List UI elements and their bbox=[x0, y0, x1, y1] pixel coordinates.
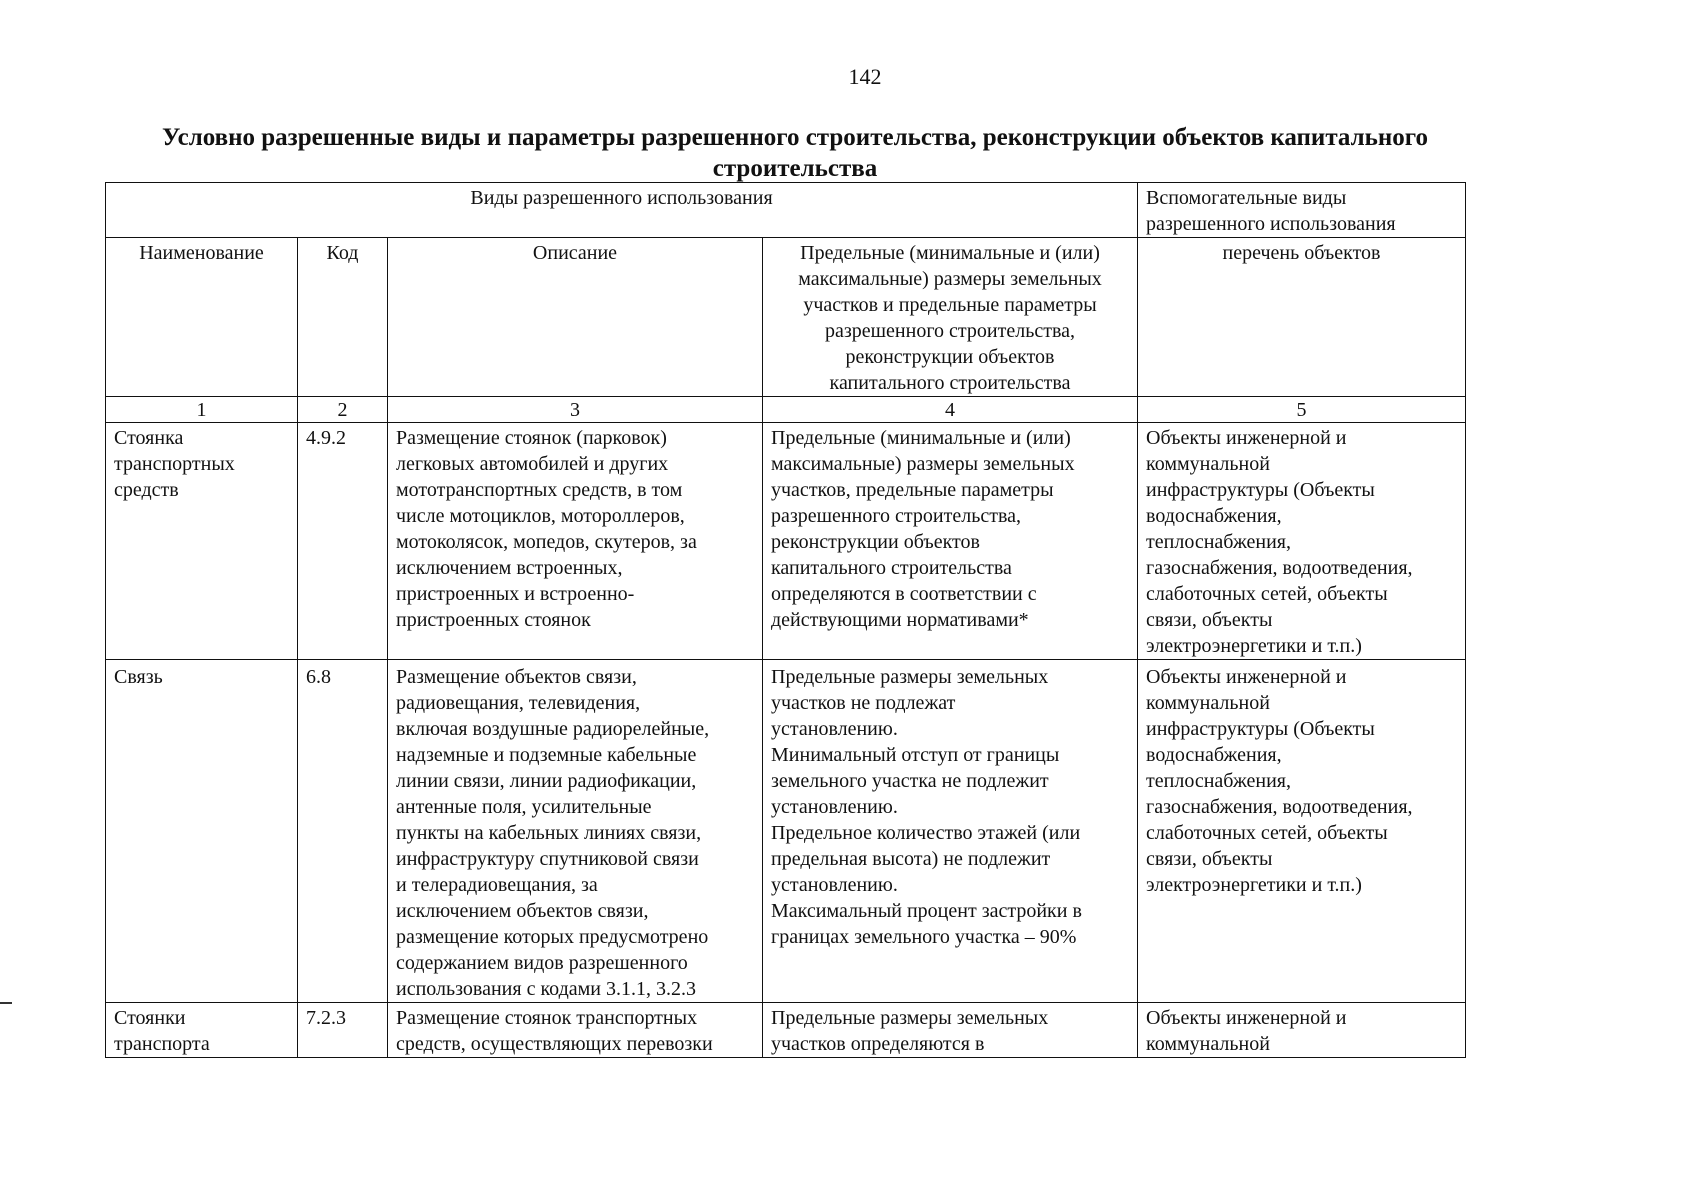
use-limits-cell-line: установлению. bbox=[771, 796, 898, 818]
auxiliary-objects-cell-line: коммунальной bbox=[1146, 692, 1270, 714]
use-name-cell-line: транспортных bbox=[114, 453, 235, 475]
use-limits-cell-line: действующими нормативами* bbox=[771, 609, 1029, 631]
use-limits-cell-line: участков, предельные параметры bbox=[771, 479, 1054, 501]
auxiliary-uses-header-line: разрешенного использования bbox=[1146, 213, 1396, 235]
auxiliary-objects-cell-line: электроэнергетики и т.п.) bbox=[1146, 874, 1362, 896]
column-number: 5 bbox=[1138, 397, 1466, 423]
use-code-cell: 6.8 bbox=[298, 660, 388, 1003]
permitted-uses-table bbox=[105, 182, 1466, 1058]
auxiliary-objects-cell-line: коммунальной bbox=[1146, 453, 1270, 475]
use-description-cell-line: пристроенных и встроенно- bbox=[396, 583, 635, 605]
use-name-cell bbox=[106, 423, 298, 660]
use-description-cell-line: пристроенных стоянок bbox=[396, 609, 591, 631]
use-limits-cell-line: Максимальный процент застройки в bbox=[771, 900, 1082, 922]
column-header-limits-line: участков и предельные параметры bbox=[803, 294, 1097, 316]
use-limits-cell-line: разрешенного строительства, bbox=[771, 505, 1021, 527]
use-description-cell-line: Размещение стоянок транспортных bbox=[396, 1007, 698, 1029]
auxiliary-objects-cell-line: связи, объекты bbox=[1146, 848, 1273, 870]
column-header-name: Наименование bbox=[106, 238, 298, 397]
column-number: 3 bbox=[388, 397, 763, 423]
table-row bbox=[106, 1003, 1466, 1058]
use-description-cell-line: линии связи, линии радиофикации, bbox=[396, 770, 697, 792]
use-description-cell-line: мотоколясок, мопедов, скутеров, за bbox=[396, 531, 697, 553]
use-name-cell bbox=[106, 660, 298, 1003]
auxiliary-uses-header bbox=[1138, 183, 1466, 238]
auxiliary-objects-cell-line: газоснабжения, водоотведения, bbox=[1146, 796, 1413, 818]
main-uses-header: Виды разрешенного использования bbox=[106, 183, 1138, 238]
column-header-limits-line: Предельные (минимальные и (или) bbox=[800, 242, 1100, 264]
use-limits-cell-line: земельного участка не подлежит bbox=[771, 770, 1049, 792]
column-number: 1 bbox=[106, 397, 298, 423]
page-number: 142 bbox=[848, 64, 882, 89]
auxiliary-objects-cell-line: Объекты инженерной и bbox=[1146, 666, 1347, 688]
use-description-cell-line: средств, осуществляющих перевозки bbox=[396, 1033, 713, 1055]
auxiliary-objects-cell-line: водоснабжения, bbox=[1146, 744, 1282, 766]
column-header-limits-line: реконструкции объектов bbox=[845, 346, 1055, 368]
use-name-cell-line: транспорта bbox=[114, 1033, 210, 1055]
use-description-cell-line: радиовещания, телевидения, bbox=[396, 692, 641, 714]
auxiliary-objects-cell-line: коммунальной bbox=[1146, 1033, 1270, 1055]
use-code-cell: 4.9.2 bbox=[298, 423, 388, 660]
auxiliary-objects-cell-line: слаботочных сетей, объекты bbox=[1146, 583, 1388, 605]
use-description-cell-line: исключением объектов связи, bbox=[396, 900, 649, 922]
table-row bbox=[106, 423, 1466, 660]
use-description-cell-line: числе мотоциклов, мотороллеров, bbox=[396, 505, 685, 527]
auxiliary-objects-cell-line: теплоснабжения, bbox=[1146, 531, 1291, 553]
auxiliary-objects-cell-line: инфраструктуры (Объекты bbox=[1146, 479, 1375, 501]
auxiliary-objects-cell-line: газоснабжения, водоотведения, bbox=[1146, 557, 1413, 579]
auxiliary-objects-cell-line: электроэнергетики и т.п.) bbox=[1146, 635, 1362, 657]
use-description-cell-line: использования с кодами 3.1.1, 3.2.3 bbox=[396, 978, 696, 1000]
auxiliary-objects-cell-line: Объекты инженерной и bbox=[1146, 427, 1347, 449]
use-description-cell-line: инфраструктуру спутниковой связи bbox=[396, 848, 699, 870]
use-limits-cell-line: участков не подлежат bbox=[771, 692, 956, 714]
use-name-cell-line: Стоянка bbox=[114, 427, 184, 449]
column-header-description: Описание bbox=[388, 238, 763, 397]
use-description-cell-line: и телерадиовещания, за bbox=[396, 874, 598, 896]
auxiliary-objects-cell-line: водоснабжения, bbox=[1146, 505, 1282, 527]
use-description-cell-line: антенные поля, усилительные bbox=[396, 796, 652, 818]
auxiliary-objects-cell-line: инфраструктуры (Объекты bbox=[1146, 718, 1375, 740]
column-header-code: Код bbox=[298, 238, 388, 397]
use-description-cell-line: Размещение объектов связи, bbox=[396, 666, 637, 688]
column-number: 2 bbox=[298, 397, 388, 423]
use-description-cell bbox=[388, 660, 763, 1003]
use-description-cell-line: содержанием видов разрешенного bbox=[396, 952, 688, 974]
use-limits-cell-line: Предельные (минимальные и (или) bbox=[771, 427, 1071, 449]
use-limits-cell-line: Предельное количество этажей (или bbox=[771, 822, 1081, 844]
use-description-cell-line: размещение которых предусмотрено bbox=[396, 926, 709, 948]
use-limits-cell-line: Предельные размеры земельных bbox=[771, 1007, 1049, 1029]
auxiliary-objects-cell-line: теплоснабжения, bbox=[1146, 770, 1291, 792]
use-limits-cell-line: границах земельного участка – 90% bbox=[771, 926, 1077, 948]
use-limits-cell bbox=[763, 423, 1138, 660]
column-header-objects: перечень объектов bbox=[1138, 238, 1466, 397]
use-limits-cell-line: максимальные) размеры земельных bbox=[771, 453, 1075, 475]
document-title-line-1: Условно разрешенные виды и параметры разрешенного строительства, реконструкции объектов капитального bbox=[161, 124, 1429, 151]
use-limits-cell-line: капитального строительства bbox=[771, 557, 1012, 579]
use-limits-cell-line: Минимальный отступ от границы bbox=[771, 744, 1060, 766]
use-name-cell-line: средств bbox=[114, 479, 179, 501]
use-limits-cell-line: установлению. bbox=[771, 874, 898, 896]
use-description-cell-line: мототранспортных средств, в том bbox=[396, 479, 683, 501]
column-header-limits bbox=[763, 238, 1138, 397]
use-limits-cell-line: участков определяются в bbox=[771, 1033, 985, 1055]
use-description-cell-line: надземные и подземные кабельные bbox=[396, 744, 697, 766]
use-description-cell-line: легковых автомобилей и других bbox=[396, 453, 669, 475]
use-description-cell bbox=[388, 423, 763, 660]
document-title-line-2: строительства bbox=[712, 155, 878, 182]
auxiliary-objects-cell-line: Объекты инженерной и bbox=[1146, 1007, 1347, 1029]
use-description-cell-line: Размещение стоянок (парковок) bbox=[396, 427, 667, 449]
use-limits-cell bbox=[763, 1003, 1138, 1058]
column-header-limits-line: разрешенного строительства, bbox=[825, 320, 1075, 342]
auxiliary-objects-cell-line: слаботочных сетей, объекты bbox=[1146, 822, 1388, 844]
use-description-cell-line: исключением встроенных, bbox=[396, 557, 623, 579]
column-number: 4 bbox=[763, 397, 1138, 423]
table-row bbox=[106, 660, 1466, 1003]
column-header-limits-line: максимальные) размеры земельных bbox=[798, 268, 1102, 290]
use-name-cell-line: Стоянки bbox=[114, 1007, 186, 1029]
margin-mark bbox=[0, 1002, 12, 1004]
document-title bbox=[130, 122, 1460, 184]
auxiliary-objects-cell bbox=[1138, 660, 1466, 1003]
column-header-row bbox=[106, 238, 1466, 397]
column-header-limits-line: капитального строительства bbox=[829, 372, 1071, 394]
use-description-cell bbox=[388, 1003, 763, 1058]
use-limits-cell-line: Предельные размеры земельных bbox=[771, 666, 1049, 688]
column-number-row bbox=[106, 397, 1466, 423]
use-description-cell-line: включая воздушные радиорелейные, bbox=[396, 718, 710, 740]
auxiliary-objects-cell-line: связи, объекты bbox=[1146, 609, 1273, 631]
use-description-cell-line: пункты на кабельных линиях связи, bbox=[396, 822, 702, 844]
use-limits-cell bbox=[763, 660, 1138, 1003]
auxiliary-objects-cell bbox=[1138, 1003, 1466, 1058]
auxiliary-objects-cell bbox=[1138, 423, 1466, 660]
use-limits-cell-line: установлению. bbox=[771, 718, 898, 740]
use-limits-cell-line: определяются в соответствии с bbox=[771, 583, 1037, 605]
use-limits-cell-line: предельная высота) не подлежит bbox=[771, 848, 1051, 870]
use-name-cell bbox=[106, 1003, 298, 1058]
auxiliary-uses-header-line: Вспомогательные виды bbox=[1146, 187, 1347, 209]
use-code-cell: 7.2.3 bbox=[298, 1003, 388, 1058]
use-limits-cell-line: реконструкции объектов bbox=[771, 531, 980, 553]
use-name-cell-line: Связь bbox=[114, 666, 163, 688]
group-header-row bbox=[106, 183, 1466, 238]
